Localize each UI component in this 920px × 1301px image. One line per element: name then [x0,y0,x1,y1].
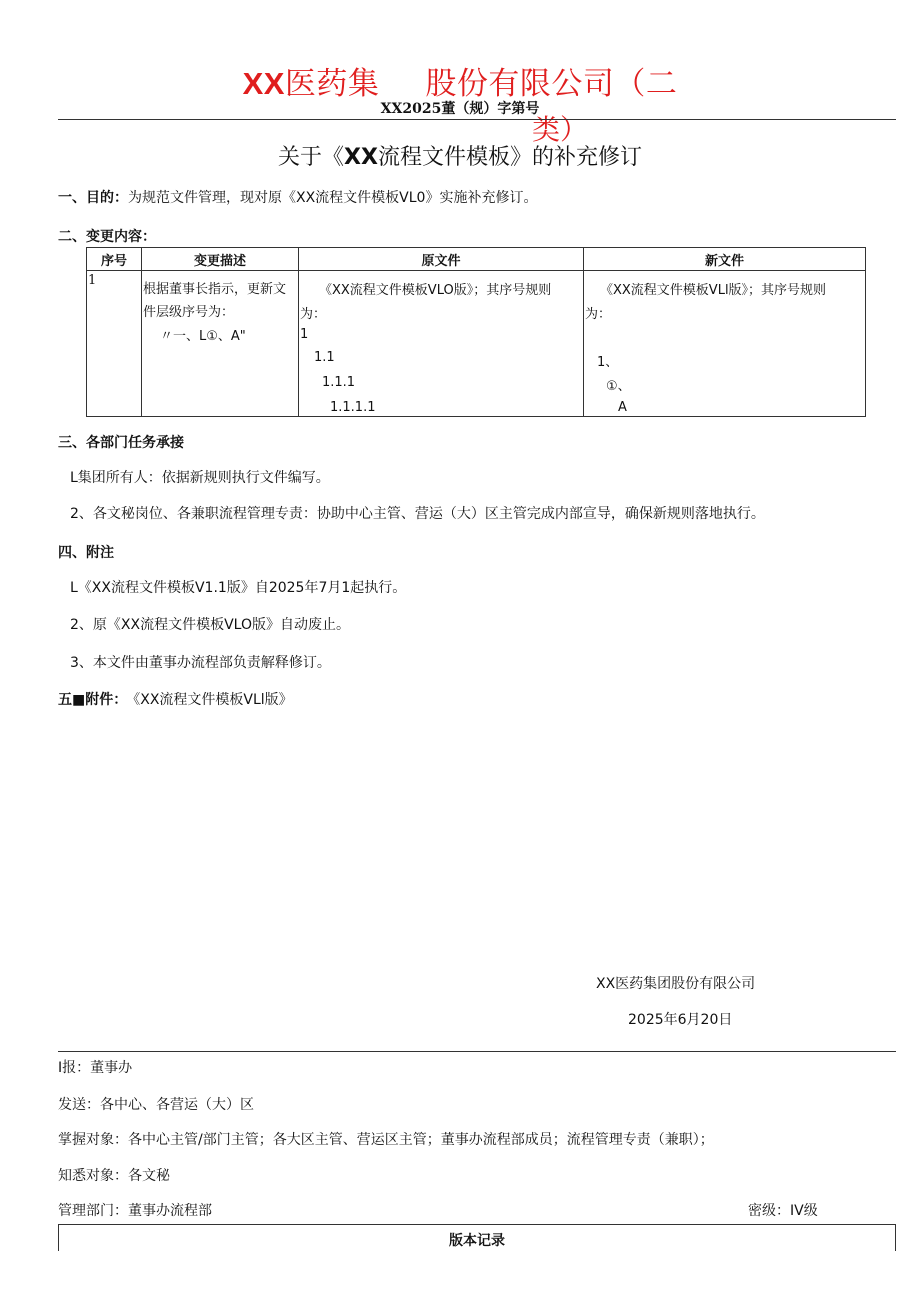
title-brand: XX [344,145,378,170]
cell-description: 根据董事长指示，更新文 件层级序号为： 〃一、L①、A" [142,271,299,417]
signature-company: XX医药集团股份有限公司 [596,976,756,992]
company-name-part2: 股份有限公司（二 [425,66,678,102]
company-brand: XX [242,66,285,101]
section-heading: 三、各部门任务承接 [58,435,184,451]
section-purpose [58,187,537,207]
company-header [0,58,920,103]
doc-number: XX2025董（规）字第号 [380,101,540,117]
footer-send: 发送：各中心、各营运（大）区 [58,1097,254,1113]
section-heading: 五■附件： [58,692,128,708]
list-item: L《XX流程文件模板V1.1版》自2025年7月1起执行。 [70,580,407,596]
footer-secret-level: 密级：IV级 [748,1203,818,1219]
section-heading: 一、目的： [58,190,128,206]
list-item: 3、本文件由董事办流程部负责解释修订。 [70,655,331,671]
column-header: 新文件 [584,248,866,271]
footer-dept: 管理部门：董事办流程部 [58,1203,212,1219]
cell-seq: 1 [87,271,142,417]
version-record-title: 版本记录 [449,1233,505,1249]
column-header: 序号 [87,248,142,271]
column-header: 原文件 [299,248,584,271]
attachment-text: 《XX流程文件模板VLl版》 [133,692,293,708]
signature-date: 2025年6月20日 [628,1012,733,1028]
footer-aware: 知悉对象：各文秘 [58,1168,170,1184]
section-attachment [58,689,293,709]
purpose-text: 为规范文件管理，现对原《XX流程文件模板VL0》实施补充修订。 [128,190,538,206]
list-item: L集团所有人：依据新规则执行文件编写。 [70,470,330,486]
table-header-row [87,248,866,271]
cell-old-file: 《XX流程文件模板VLO版》；其序号规则 为： 1 1.1 1.1.1 1.1.1.1 [299,271,584,417]
company-name-part1: 医药集 [284,66,380,102]
company-name-part3: 类） [532,113,589,146]
list-item: 2、各文秘岗位、各兼职流程管理专责：协助中心主管、营运（大）区主管完成内部宣导，确保新规则落地执行。 [70,506,765,522]
page-title: 关于《XX流程文件模板》的补充修订 [278,145,642,170]
footer-divider [58,1051,896,1052]
cell-new-file: 《XX流程文件模板VLl版》；其序号规则 为： 1、 ①、 A [584,271,866,417]
footer-report: I报：董事办 [58,1060,133,1076]
section-heading: 二、变更内容： [58,229,156,245]
top-divider [58,119,896,120]
table-row [87,271,866,417]
change-table [86,247,866,417]
column-header: 变更描述 [142,248,299,271]
section-heading: 四、附注 [58,545,114,561]
footer-master: 掌握对象：各中心主管/部门主管；各大区主管、营运区主管；董事办流程部成员；流程管理专责（兼职）； [58,1132,714,1148]
list-item: 2、原《XX流程文件模板VLO版》自动废止。 [70,617,350,633]
